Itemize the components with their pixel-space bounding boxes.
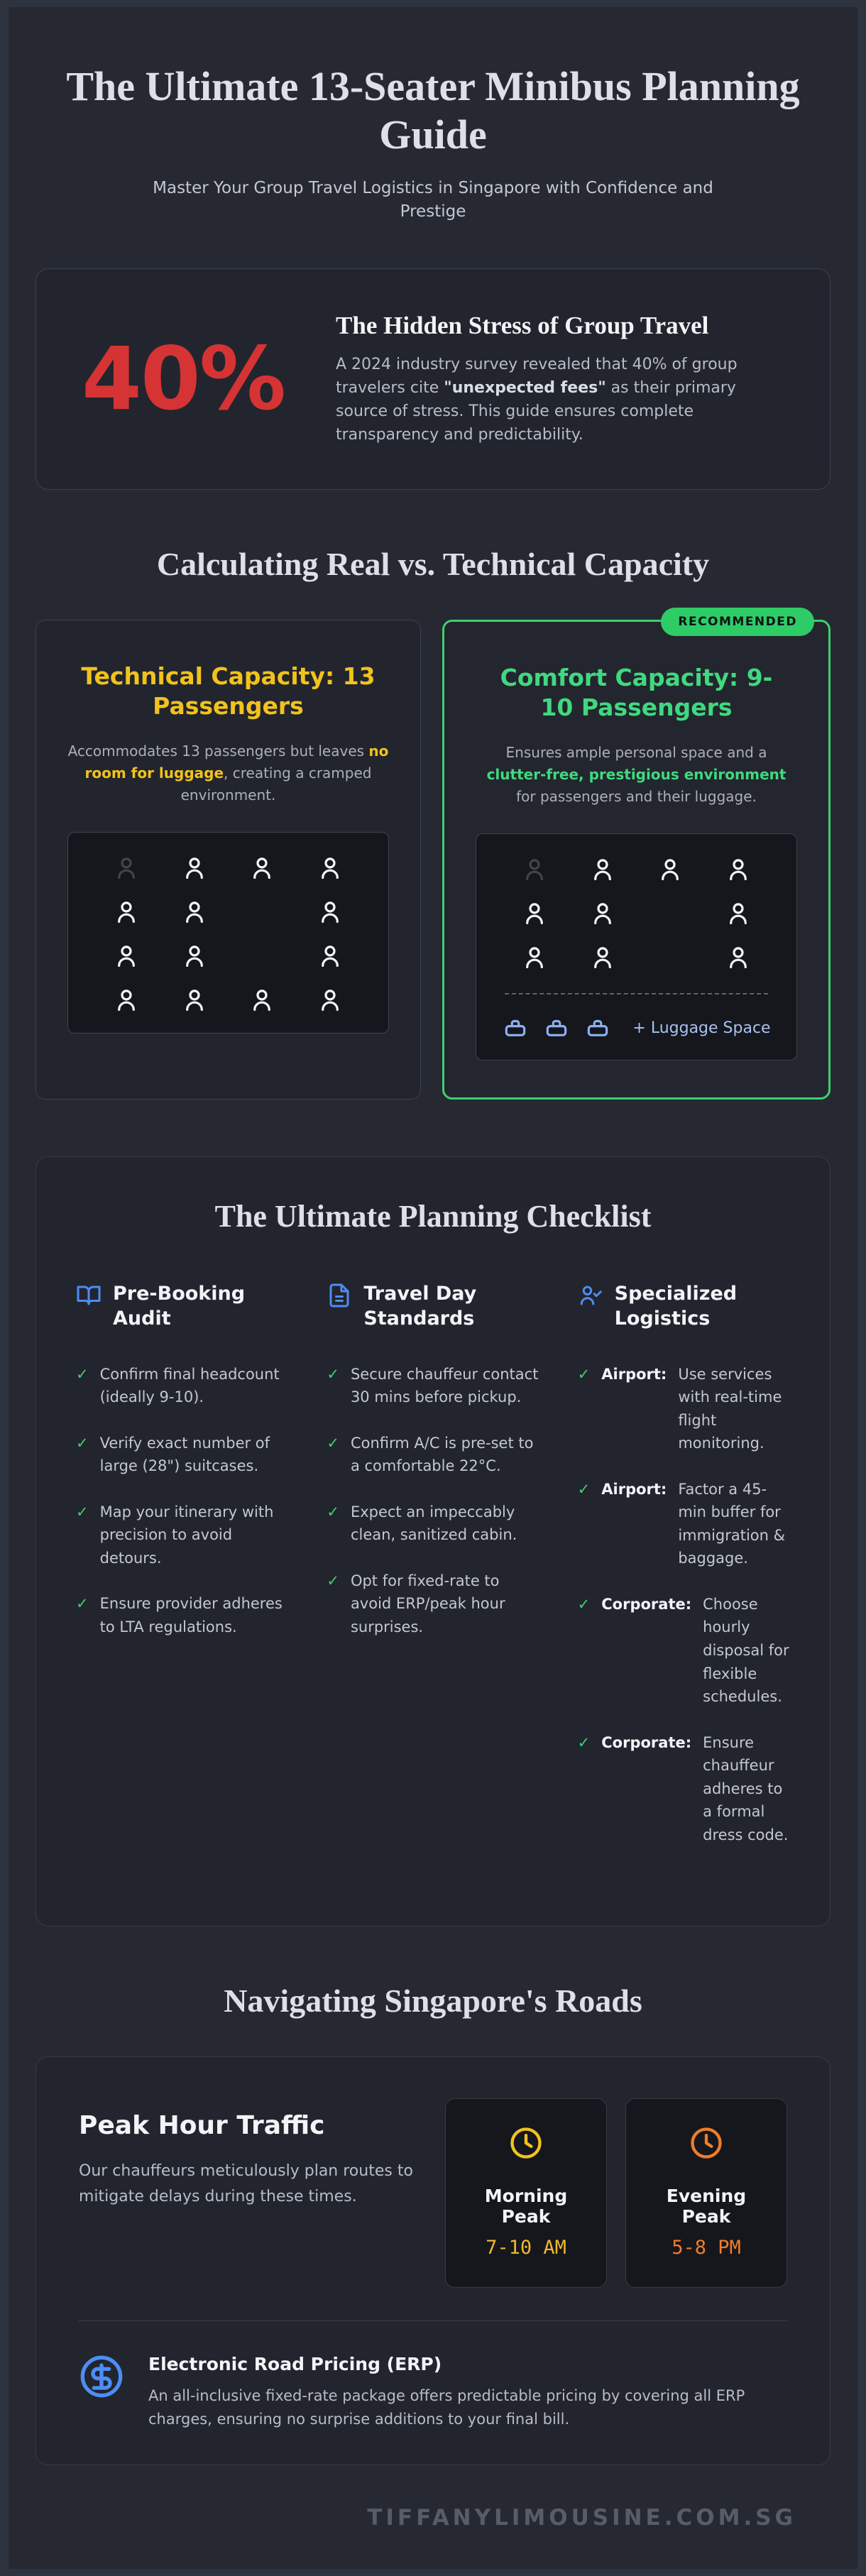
person-icon	[113, 855, 140, 882]
checklist-items	[327, 1363, 539, 1639]
comfort-capacity-desc: Ensures ample personal space and a clutter-free, prestigious environment for passengers and their luggage.	[486, 744, 786, 806]
infographic-page	[9, 7, 857, 2569]
passenger-seat-icon	[248, 986, 276, 1014]
check-icon: ✓	[76, 1595, 89, 1613]
checklist-item-text: Verify exact number of large (28") suitcases.	[99, 1434, 270, 1475]
passenger-seat-icon	[656, 855, 684, 884]
checklist-item	[327, 1569, 539, 1639]
stat-text: A 2024 industry survey revealed that 40% of group travelers cite "unexpected fees" as their primary source of stress. This guide ensures complete transparency and predictability.	[336, 355, 738, 444]
checklist-column-2	[327, 1281, 539, 1869]
passenger-seat-icon	[316, 986, 344, 1014]
checklist-items	[578, 1363, 790, 1847]
peak-hour-heading: Peak Hour Traffic	[79, 2111, 325, 2141]
erp-heading: Electronic Road Pricing (ERP)	[148, 2354, 442, 2375]
stat-body	[336, 312, 784, 446]
luggage-label: + Luggage Space	[632, 1019, 771, 1037]
checklist-item	[327, 1363, 539, 1409]
comfort-capacity-heading: Comfort Capacity: 9-10 Passengers	[500, 663, 773, 722]
checklist-item-text: Opt for fixed-rate to avoid ERP/peak hour surprises.	[350, 1572, 505, 1635]
luggage-icon	[502, 1014, 529, 1041]
passenger-seat-icon	[112, 942, 141, 970]
peak-hour-text: Our chauffeurs meticulously plan routes to mitigate delays during these times.	[79, 2162, 413, 2205]
checklist-item-label: Airport:	[601, 1365, 667, 1383]
person-icon	[589, 900, 616, 927]
passenger-seat-icon	[112, 986, 141, 1014]
recommended-badge: RECOMMENDED	[661, 608, 814, 636]
checklist-column-title: Travel Day Standards	[363, 1283, 477, 1330]
comfort-capacity-card	[442, 614, 831, 1100]
checklist-items	[76, 1363, 288, 1639]
technical-capacity-heading: Technical Capacity: 13 Passengers	[81, 662, 376, 720]
checklist-item	[578, 1478, 790, 1570]
passenger-seat-icon	[180, 986, 209, 1014]
person-icon	[317, 855, 344, 882]
checklist-column-title: Pre-Booking Audit	[113, 1283, 246, 1330]
person-icon	[317, 943, 344, 970]
person-icon	[181, 987, 208, 1014]
checklist-column-1	[76, 1281, 288, 1869]
stat-card	[35, 268, 831, 490]
evening-peak-card	[625, 2098, 787, 2288]
check-icon: ✓	[577, 1480, 591, 1498]
check-icon: ✓	[327, 1572, 339, 1589]
driver-seat-icon	[520, 855, 549, 884]
roads-section-title: Navigating Singapore's Roads	[224, 1983, 642, 2019]
person-icon	[589, 944, 616, 971]
checklist-title: The Ultimate Planning Checklist	[214, 1199, 652, 1234]
checklist-item	[578, 1731, 790, 1847]
person-icon	[725, 944, 752, 971]
morning-peak-card	[445, 2098, 607, 2288]
checklist-item	[327, 1501, 539, 1547]
passenger-seat-icon	[588, 943, 617, 972]
user-check-icon	[578, 1283, 603, 1308]
passenger-seat-icon	[180, 854, 209, 882]
passenger-seat-icon	[316, 854, 344, 882]
stat-heading: The Hidden Stress of Group Travel	[336, 311, 709, 339]
person-icon	[181, 943, 208, 970]
person-icon	[181, 899, 208, 926]
checklist-item-text: Confirm A/C is pre-set to a comfortable 22°C.	[350, 1434, 534, 1475]
traffic-panel	[35, 2056, 831, 2465]
check-icon: ✓	[577, 1733, 591, 1751]
empty-seat	[656, 899, 684, 928]
erp-text: An all-inclusive fixed-rate package offers predictable pricing by covering all ERP charges, ensuring no surprise additions to your final bill.	[148, 2387, 745, 2428]
passenger-seat-icon	[180, 942, 209, 970]
checklist-columns	[76, 1281, 790, 1869]
checklist-item-label: Corporate:	[601, 1733, 692, 1751]
check-icon: ✓	[327, 1365, 339, 1383]
technical-seat-map	[67, 832, 389, 1034]
morning-peak-label: Morning Peak	[484, 2186, 568, 2227]
empty-seat	[248, 898, 276, 926]
person-icon	[113, 899, 140, 926]
empty-seat	[656, 943, 684, 972]
person-icon	[113, 943, 140, 970]
passenger-seat-icon	[588, 855, 617, 884]
luggage-divider	[505, 993, 768, 994]
check-icon: ✓	[577, 1365, 591, 1383]
checklist-item-text: Map your itinerary with precision to avoid detours.	[99, 1503, 274, 1567]
person-icon	[248, 987, 275, 1014]
document-icon	[327, 1283, 352, 1308]
checklist-item-text: Secure chauffeur contact 30 mins before pickup.	[350, 1365, 539, 1406]
stat-value: 40%	[82, 328, 285, 429]
person-icon	[521, 944, 548, 971]
checklist-item-text: Confirm final headcount (ideally 9-10).	[99, 1365, 280, 1406]
passenger-seat-icon	[724, 899, 752, 928]
checklist-item-text: Expect an impeccably clean, sanitized cabin.	[350, 1503, 517, 1544]
planning-checklist-panel	[35, 1156, 831, 1926]
checklist-item-text: Ensure chauffeur adheres to a formal dress code.	[703, 1733, 789, 1843]
check-icon: ✓	[76, 1434, 89, 1452]
peak-hour-info	[79, 2098, 417, 2288]
clock-icon	[688, 2125, 725, 2161]
morning-peak-time: 7-10 AM	[486, 2237, 566, 2259]
check-icon: ✓	[577, 1595, 591, 1613]
peak-time-cards	[445, 2098, 787, 2288]
person-icon	[521, 900, 548, 927]
person-icon	[248, 855, 275, 882]
person-icon	[317, 899, 344, 926]
passenger-seat-icon	[520, 899, 549, 928]
check-icon: ✓	[76, 1365, 89, 1383]
person-icon	[657, 856, 684, 883]
comfort-seat-map	[476, 833, 797, 1060]
check-icon: ✓	[327, 1503, 339, 1520]
passenger-seat-icon	[316, 942, 344, 970]
checklist-item	[76, 1501, 288, 1570]
checklist-item-label: Airport:	[601, 1480, 667, 1498]
person-icon	[317, 987, 344, 1014]
luggage-row	[500, 1014, 772, 1041]
clock-icon	[508, 2125, 544, 2161]
passenger-seat-icon	[588, 899, 617, 928]
person-icon	[521, 856, 548, 883]
passenger-seat-icon	[724, 855, 752, 884]
passenger-seat-icon	[520, 943, 549, 972]
checklist-column-header	[76, 1281, 288, 1331]
person-icon	[725, 900, 752, 927]
capacity-cards	[35, 614, 831, 1100]
comfort-seat-grid	[500, 855, 772, 972]
checklist-item	[578, 1363, 790, 1455]
checklist-item	[76, 1363, 288, 1409]
traffic-divider	[79, 2320, 787, 2321]
checklist-item-text: Factor a 45-min buffer for immigration & baggage.	[678, 1480, 786, 1567]
peak-hour-block	[79, 2098, 787, 2288]
passenger-seat-icon	[112, 898, 141, 926]
checklist-item-text: Ensure provider adheres to LTA regulations.	[99, 1595, 283, 1635]
checklist-item	[327, 1432, 539, 1478]
driver-seat-icon	[112, 854, 141, 882]
passenger-seat-icon	[316, 898, 344, 926]
technical-seat-grid	[92, 854, 364, 1014]
erp-body	[148, 2354, 787, 2430]
checklist-item	[76, 1432, 288, 1478]
evening-peak-label: Evening Peak	[666, 2186, 747, 2227]
checklist-item-text: Choose hourly disposal for flexible schedules.	[703, 1595, 789, 1706]
page-subtitle: Master Your Group Travel Logistics in Singapore with Confidence and Prestige	[153, 178, 713, 221]
checklist-item	[76, 1592, 288, 1638]
erp-dollar-icon	[79, 2354, 124, 2399]
checklist-item-label: Corporate:	[601, 1595, 692, 1613]
checklist-column-3	[578, 1281, 790, 1869]
passenger-seat-icon	[180, 898, 209, 926]
technical-capacity-card	[35, 620, 421, 1100]
checklist-item	[578, 1593, 790, 1709]
technical-capacity-desc: Accommodates 13 passengers but leaves no room for luggage, creating a cramped environment.	[67, 742, 389, 804]
person-icon	[725, 856, 752, 883]
luggage-icon	[584, 1014, 611, 1041]
erp-block	[79, 2354, 787, 2430]
checklist-column-title: Specialized Logistics	[614, 1283, 738, 1330]
checklist-item-text: Use services with real-time flight monitoring.	[678, 1365, 782, 1452]
checklist-column-header	[327, 1281, 539, 1331]
empty-seat	[248, 942, 276, 970]
checklist-column-header	[578, 1281, 790, 1331]
passenger-seat-icon	[248, 854, 276, 882]
person-icon	[181, 855, 208, 882]
person-icon	[113, 987, 140, 1014]
luggage-icon	[543, 1014, 570, 1041]
check-icon: ✓	[76, 1503, 89, 1520]
evening-peak-time: 5-8 PM	[672, 2237, 741, 2259]
open-book-icon	[76, 1283, 102, 1308]
check-icon: ✓	[327, 1434, 339, 1452]
footer-domain: TIFFANYLIMOUSINE.COM.SG	[367, 2505, 796, 2531]
passenger-seat-icon	[724, 943, 752, 972]
page-title: The Ultimate 13-Seater Minibus Planning Guide	[66, 63, 800, 158]
capacity-section-title: Calculating Real vs. Technical Capacity	[156, 545, 710, 582]
person-icon	[589, 856, 616, 883]
